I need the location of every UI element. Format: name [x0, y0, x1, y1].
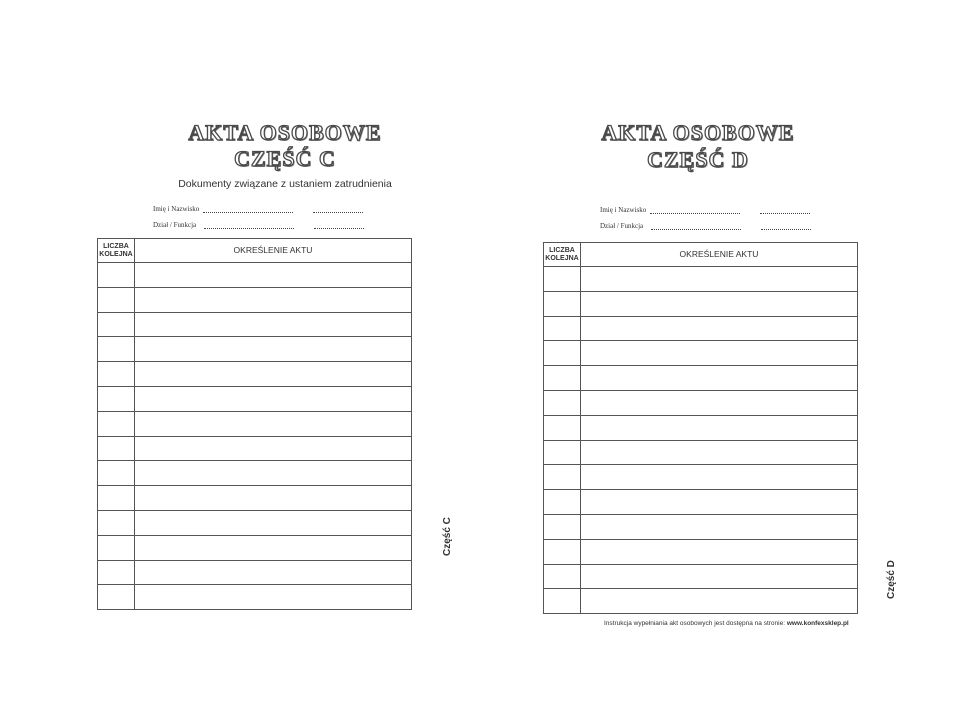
col-description-header: OKREŚLENIE AKTU [135, 239, 412, 263]
sheet-c-name-dots-2[interactable] [313, 206, 363, 213]
row-number-cell[interactable] [98, 287, 135, 312]
table-row [98, 411, 412, 436]
sheet-d-name-field[interactable] [600, 206, 810, 214]
row-description-cell[interactable] [135, 461, 412, 486]
sheet-d-footer-note [604, 620, 849, 627]
row-description-cell[interactable] [581, 291, 858, 316]
table-row [544, 366, 858, 391]
sheet-c-name-label: Imię i Nazwisko [153, 205, 200, 213]
table-row [544, 564, 858, 589]
table-row [98, 362, 412, 387]
row-description-cell[interactable] [135, 436, 412, 461]
table-row [544, 316, 858, 341]
sheet-c-name-field[interactable] [153, 205, 363, 213]
row-description-cell[interactable] [581, 267, 858, 292]
sheet-c-subtitle: Dokumenty związane z ustaniem zatrudnienia [178, 178, 392, 190]
table-row [544, 267, 858, 292]
col-number-header-line2: KOLEJNA [545, 254, 579, 262]
sheet-c-title-line1: AKTA OSOBOWE [188, 120, 382, 145]
row-number-cell[interactable] [544, 267, 581, 292]
sheet-c-records-table [97, 238, 412, 610]
row-number-cell[interactable] [544, 564, 581, 589]
sheet-d-dept-field[interactable] [600, 222, 811, 230]
row-number-cell[interactable] [98, 386, 135, 411]
col-number-header-line1: LICZBA [103, 242, 129, 250]
row-number-cell[interactable] [98, 560, 135, 585]
row-number-cell[interactable] [544, 341, 581, 366]
row-number-cell[interactable] [544, 366, 581, 391]
sheet-d-side-label: Część D [886, 560, 897, 599]
row-description-cell[interactable] [135, 386, 412, 411]
row-description-cell[interactable] [581, 490, 858, 515]
row-description-cell[interactable] [581, 440, 858, 465]
row-description-cell[interactable] [135, 535, 412, 560]
row-description-cell[interactable] [581, 514, 858, 539]
sheet-part-d [538, 112, 928, 636]
row-description-cell[interactable] [581, 316, 858, 341]
table-row [544, 589, 858, 614]
table-row [544, 415, 858, 440]
row-description-cell[interactable] [135, 585, 412, 610]
sheet-part-c [90, 110, 480, 630]
table-row [544, 465, 858, 490]
table-row [98, 337, 412, 362]
footer-link[interactable]: www.konfexsklep.pl [786, 620, 849, 627]
sheet-d-dept-label: Dział / Funkcja [600, 222, 644, 230]
table-row [98, 535, 412, 560]
row-number-cell[interactable] [544, 390, 581, 415]
table-row [98, 461, 412, 486]
table-row [98, 287, 412, 312]
row-description-cell[interactable] [581, 564, 858, 589]
sheet-c-dept-field[interactable] [153, 221, 364, 229]
row-number-cell[interactable] [544, 539, 581, 564]
row-description-cell[interactable] [135, 510, 412, 535]
table-row [98, 312, 412, 337]
row-description-cell[interactable] [135, 486, 412, 511]
row-number-cell[interactable] [98, 510, 135, 535]
row-description-cell[interactable] [135, 312, 412, 337]
sheet-c-side-label: Część C [442, 517, 453, 556]
row-description-cell[interactable] [581, 390, 858, 415]
row-number-cell[interactable] [98, 337, 135, 362]
table-row [544, 440, 858, 465]
sheet-d-name-dots[interactable] [650, 207, 740, 214]
row-description-cell[interactable] [581, 589, 858, 614]
row-number-cell[interactable] [98, 461, 135, 486]
row-description-cell[interactable] [581, 341, 858, 366]
row-description-cell[interactable] [581, 415, 858, 440]
sheet-d-dept-dots-2[interactable] [761, 223, 811, 230]
table-row [544, 390, 858, 415]
sheet-d-title-line1: AKTA OSOBOWE [601, 120, 795, 145]
row-number-cell[interactable] [98, 585, 135, 610]
row-number-cell[interactable] [544, 415, 581, 440]
sheet-c-dept-dots[interactable] [204, 222, 294, 229]
table-row [98, 263, 412, 288]
col-number-header [98, 239, 135, 263]
row-number-cell[interactable] [544, 514, 581, 539]
sheet-c-title-line2: CZĘŚĆ C [234, 146, 336, 171]
col-number-header-line2: KOLEJNA [99, 250, 133, 258]
sheet-c-dept-label: Dział / Funkcja [153, 221, 197, 229]
row-number-cell[interactable] [98, 535, 135, 560]
table-row [98, 386, 412, 411]
table-row [98, 486, 412, 511]
sheet-d-records-table [543, 242, 858, 614]
sheet-d-name-label: Imię i Nazwisko [600, 206, 647, 214]
row-description-cell[interactable] [581, 465, 858, 490]
table-row [544, 291, 858, 316]
sheet-c-name-dots[interactable] [203, 206, 293, 213]
row-description-cell[interactable] [135, 287, 412, 312]
sheet-d-title-line2: CZĘŚĆ D [647, 147, 749, 172]
sheet-d-dept-dots[interactable] [651, 223, 741, 230]
table-row [544, 341, 858, 366]
row-number-cell[interactable] [544, 440, 581, 465]
col-description-header: OKREŚLENIE AKTU [581, 243, 858, 267]
row-number-cell[interactable] [98, 312, 135, 337]
row-description-cell[interactable] [135, 263, 412, 288]
row-description-cell[interactable] [581, 539, 858, 564]
row-description-cell[interactable] [135, 337, 412, 362]
table-row [98, 510, 412, 535]
table-row [98, 585, 412, 610]
row-description-cell[interactable] [581, 366, 858, 391]
row-description-cell[interactable] [135, 560, 412, 585]
sheet-c-dept-dots-2[interactable] [314, 222, 364, 229]
table-row [544, 490, 858, 515]
table-row [98, 436, 412, 461]
footer-note-text: Instrukcja wypełniania akt osobowych jest dostępna na stronie: [604, 620, 786, 627]
table-row [98, 560, 412, 585]
table-row [544, 539, 858, 564]
row-number-cell[interactable] [98, 362, 135, 387]
row-description-cell[interactable] [135, 362, 412, 387]
row-number-cell[interactable] [98, 263, 135, 288]
row-description-cell[interactable] [135, 411, 412, 436]
col-number-header [544, 243, 581, 267]
row-number-cell[interactable] [98, 486, 135, 511]
sheet-d-name-dots-2[interactable] [760, 207, 810, 214]
row-number-cell[interactable] [544, 465, 581, 490]
row-number-cell[interactable] [544, 291, 581, 316]
col-number-header-line1: LICZBA [549, 246, 575, 254]
table-row [544, 514, 858, 539]
row-number-cell[interactable] [544, 589, 581, 614]
row-number-cell[interactable] [98, 436, 135, 461]
row-number-cell[interactable] [544, 490, 581, 515]
row-number-cell[interactable] [98, 411, 135, 436]
row-number-cell[interactable] [544, 316, 581, 341]
